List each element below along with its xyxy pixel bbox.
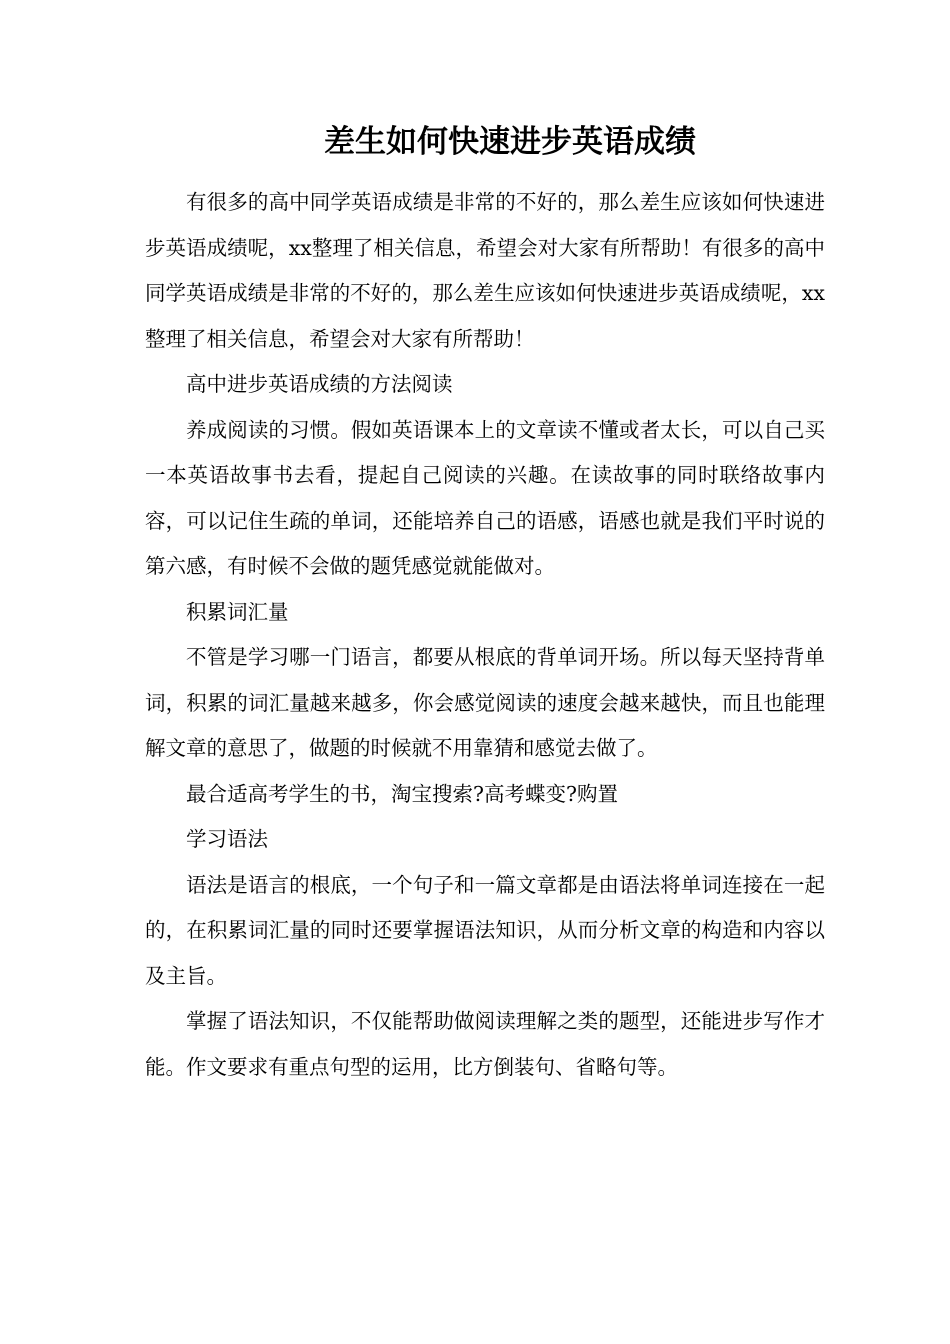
document-title: 差生如何快速进步英语成绩: [324, 124, 696, 160]
intro-paragraph: 有很多的高中同学英语成绩是非常的不好的，那么差生应该如何快速进步英语成绩呢，xx整理了相关信息，希望会对大家有所帮助！有很多的高中同学英语成绩是非常的不好的，那么差生应该如何快速进步英语成绩呢，xx整理了相关信息，希望会对大家有所帮助！: [145, 190, 825, 351]
vocabulary-paragraph: 不管是学习哪一门语言，都要从根底的背单词开场。所以每天坚持背单词，积累的词汇量越来越多，你会感觉阅读的速度会越来越快，而且也能理解文章的意思了，做题的时候就不用靠猜和感觉去做了。: [145, 645, 825, 760]
section-heading-reading: 高中进步英语成绩的方法阅读: [186, 372, 453, 396]
section-heading-grammar: 学习语法: [186, 827, 268, 851]
grammar-writing-paragraph: 掌握了语法知识，不仅能帮助做阅读理解之类的题型，还能进步写作才能。作文要求有重点句型的运用，比方倒装句、省略句等。: [145, 1009, 825, 1079]
section-heading-vocabulary: 积累词汇量: [186, 599, 289, 624]
grammar-paragraph: 语法是语言的根底，一个句子和一篇文章都是由语法将单词连接在一起的，在积累词汇量的同时还要掌握语法知识，从而分析文章的构造和内容以及主旨。: [145, 872, 825, 988]
reading-paragraph: 养成阅读的习惯。假如英语课本上的文章读不懂或者太长，可以自己买一本英语故事书去看，提起自己阅读的兴趣。在读故事的同时联络故事内容，可以记住生疏的单词，还能培养自己的语感，语感也就是我们平时说的第六感，有时候不会做的题凭感觉就能做对。: [145, 417, 825, 578]
book-recommendation: 最合适高考学生的书，淘宝搜索?高考蝶变?购置: [186, 781, 618, 806]
document-body: [145, 180, 825, 1090]
